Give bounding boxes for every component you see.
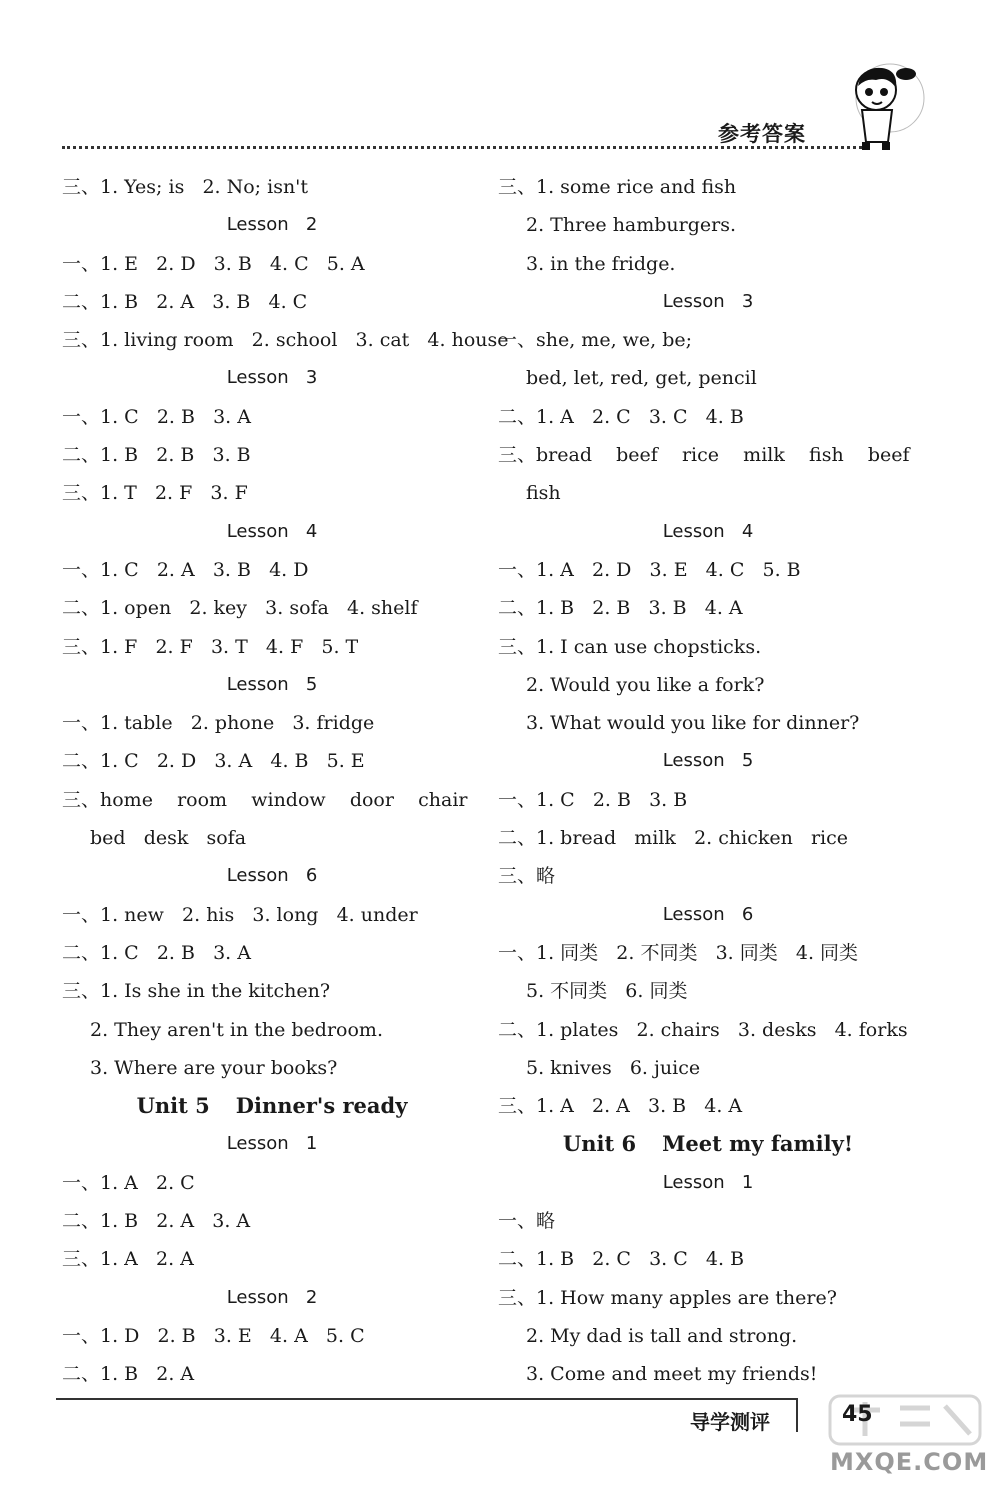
answer-line: 二、1. A 2. C 3. C 4. B [498, 405, 744, 428]
header-title: 参考答案 [718, 122, 806, 146]
unit-title: Dinner's ready [235, 1093, 408, 1119]
lesson-heading: Lesson 1 [226, 1133, 318, 1155]
answer-continuation: 2. Would you like a fork? [526, 673, 765, 696]
answer-line: 一、1. 同类 2. 不同类 3. 同类 4. 同类 [498, 941, 859, 964]
answer-line: 三、bread beef rice milk fish beef [498, 444, 910, 467]
answer-line: 一、略 [498, 1210, 556, 1233]
answer-continuation: bed, let, red, get, pencil [526, 367, 757, 390]
answer-continuation: 2. My dad is tall and strong. [526, 1324, 798, 1347]
answer-line: 三、1. Yes; is 2. No; isn't [62, 176, 309, 198]
lesson-heading: Lesson 6 [226, 865, 318, 887]
mascot-illustration [832, 58, 932, 158]
watermark-text: MXQE.COM [830, 1448, 989, 1476]
lesson-heading: Lesson 4 [226, 520, 318, 542]
answer-line: 三、略 [498, 865, 556, 888]
answer-continuation: 5. knives 6. juice [526, 1056, 701, 1079]
answer-line: 三、1. How many apples are there? [498, 1286, 837, 1309]
answer-line: 二、1. C 2. B 3. A [62, 941, 251, 964]
footer-separator [796, 1398, 798, 1432]
lesson-heading: Lesson 3 [662, 290, 754, 312]
answer-line: 一、1. new 2. his 3. long 4. under [62, 903, 418, 926]
lesson-heading: Lesson 2 [226, 1286, 318, 1308]
right-column [498, 168, 918, 1394]
answer-line: 三、1. living room 2. school 3. cat 4. house [62, 329, 509, 352]
unit-heading [498, 1125, 918, 1163]
answer-line: 二、1. B 2. A [62, 1363, 195, 1386]
answer-line: 一、1. C 2. B 3. A [62, 405, 251, 428]
answer-line: 三、1. A 2. A 3. B 4. A [498, 1095, 743, 1118]
answer-continuation: 3. in the fridge. [526, 252, 676, 275]
answer-line: 一、1. C 2. B 3. B [498, 788, 688, 811]
unit-heading [62, 1087, 482, 1125]
answer-line: 二、1. B 2. C 3. C 4. B [498, 1248, 745, 1271]
answer-line: 二、1. B 2. B 3. B [62, 444, 251, 467]
answer-line: 一、1. C 2. A 3. B 4. D [62, 558, 309, 581]
answer-line: 三、1. A 2. A [62, 1248, 194, 1271]
answer-line: 三、1. F 2. F 3. T 4. F 5. T [62, 635, 359, 658]
answer-continuation: fish [526, 482, 561, 505]
answer-continuation: 3. What would you like for dinner? [526, 712, 860, 735]
answer-line: 二、1. B 2. A 3. B 4. C [62, 290, 308, 313]
answer-line: 一、1. A 2. C [62, 1171, 195, 1194]
answer-line: 二、1. B 2. A 3. A [62, 1210, 251, 1233]
lesson-heading: Lesson 1 [662, 1171, 754, 1193]
answer-continuation: 2. They aren't in the bedroom. [90, 1018, 383, 1041]
answer-line: 一、1. table 2. phone 3. fridge [62, 712, 375, 735]
answer-line: 一、1. A 2. D 3. E 4. C 5. B [498, 558, 801, 581]
lesson-heading: Lesson 5 [662, 750, 754, 772]
page-number: 45 [842, 1402, 873, 1427]
answer-continuation: 3. Come and meet my friends! [526, 1363, 818, 1386]
header-divider [62, 146, 862, 149]
lesson-heading: Lesson 6 [662, 903, 754, 925]
left-column [62, 168, 509, 1394]
answer-line: 三、home room window door chair [62, 788, 468, 811]
answer-line: 二、1. C 2. D 3. A 4. B 5. E [62, 750, 365, 773]
answer-line: 二、1. open 2. key 3. sofa 4. shelf [62, 597, 418, 620]
answer-line: 二、1. B 2. B 3. B 4. A [498, 597, 743, 620]
lesson-heading: Lesson 5 [226, 673, 318, 695]
footer-rule [56, 1398, 796, 1400]
answer-line: 二、1. bread milk 2. chicken rice [498, 827, 848, 850]
lesson-heading: Lesson 3 [226, 367, 318, 389]
lesson-heading: Lesson 2 [226, 214, 318, 236]
unit-title: Meet my family! [662, 1131, 854, 1157]
answer-line: 一、she, me, we, be; [498, 329, 693, 352]
unit-number: Unit 5 [136, 1093, 210, 1119]
answer-line: 三、1. I can use chopsticks. [498, 635, 762, 658]
footer-title: 导学测评 [690, 1410, 770, 1434]
answer-continuation: 3. Where are your books? [90, 1056, 338, 1079]
answer-line: 三、1. Is she in the kitchen? [62, 980, 331, 1003]
answer-continuation: 2. Three hamburgers. [526, 214, 737, 237]
lesson-heading: Lesson 4 [662, 520, 754, 542]
answer-continuation: 5. 不同类 6. 同类 [526, 980, 688, 1003]
answer-line: 三、1. some rice and fish [498, 176, 737, 198]
answer-line: 三、1. T 2. F 3. F [62, 482, 248, 505]
unit-number: Unit 6 [562, 1131, 637, 1157]
answer-continuation: bed desk sofa [90, 827, 247, 850]
answer-line: 二、1. plates 2. chairs 3. desks 4. forks [498, 1018, 908, 1041]
answer-line: 一、1. D 2. B 3. E 4. A 5. C [62, 1324, 365, 1347]
answer-line: 一、1. E 2. D 3. B 4. C 5. A [62, 252, 365, 275]
